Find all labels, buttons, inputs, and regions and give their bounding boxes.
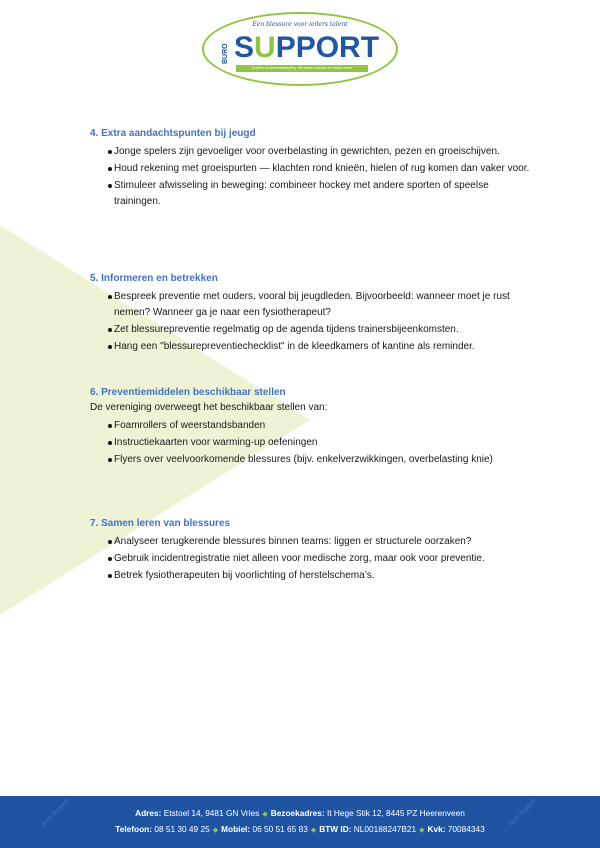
footer-mobile: 06 50 51 65 83 — [252, 824, 308, 834]
list-item: Bespreek preventie met ouders, vooral bij jeugdleden. Bijvoorbeeld: wanneer moet je rust nemen? Wanneer ga je naar een fysiotherapeut? — [90, 289, 530, 321]
bullet-icon — [108, 295, 112, 299]
watermark: Buro Support — [508, 798, 538, 828]
bullet-list — [90, 418, 530, 468]
diamond-icon: ◆ — [310, 827, 317, 834]
section-5 — [90, 272, 530, 356]
footer — [0, 796, 600, 848]
bullet-icon — [108, 184, 112, 188]
list-item: Stimuleer afwisseling in beweging: combineer hockey met andere sporten of speelse trainingen. — [90, 178, 530, 210]
footer-contact-line: Telefoon: 08 51 30 49 25 ◆ Mobiel: 06 50 51 65 83 ◆ BTW ID: NL00188247B21 ◆ Kvk: 70084343 — [115, 824, 485, 834]
section-heading: 5. Informeren en betrekken — [90, 273, 218, 284]
section-heading: 6. Preventiemiddelen beschikbaar stellen — [90, 387, 286, 398]
bullet-list — [90, 289, 530, 355]
list-item: Houd rekening met groeispurten — klachten rond knieën, hielen of rug komen dan vaker voor. — [90, 161, 530, 177]
bullet-icon — [108, 458, 112, 462]
watermark: Buro Support — [41, 798, 71, 828]
footer-btw: NL00188247B21 — [353, 824, 417, 834]
bullet-icon — [108, 150, 112, 154]
footer-visit-address: It Hege Stik 12, 8445 PZ Heerenveen — [326, 808, 465, 818]
section-heading: 7. Samen leren van blessures — [90, 518, 231, 529]
logo-bar: Experts in talentontwikkeling, die anders denken en anders doen — [236, 65, 368, 72]
logo-wordmark: SUPPORT — [234, 31, 380, 64]
bullet-icon — [108, 574, 112, 578]
list-item: Zet blessurepreventie regelmatig op de agenda tijdens trainersbijeenkomsten. — [90, 322, 530, 338]
section-heading: 4. Extra aandachtspunten bij jeugd — [90, 128, 256, 139]
footer-address: Etstoel 14, 9481 GN Vries — [163, 808, 260, 818]
bullet-icon — [108, 345, 112, 349]
footer-phone: 08 51 30 49 25 — [154, 824, 210, 834]
list-item: Hang een "blessurepreventiechecklist" in de kleedkamers of kantine als reminder. — [90, 339, 530, 355]
footer-address-line: Adres: Etstoel 14, 9481 GN Vries ◆ Bezoekadres: It Hege Stik 12, 8445 PZ Heerenveen — [135, 808, 465, 818]
section-7 — [90, 517, 530, 585]
list-item: Gebruik incidentregistratie niet alleen voor medische zorg, maar ook voor preventie. — [90, 551, 530, 567]
bullet-icon — [108, 557, 112, 561]
bullet-list — [90, 144, 530, 210]
list-item: Instructiekaarten voor warming-up oefeningen — [90, 435, 530, 451]
bullet-icon — [108, 540, 112, 544]
bullet-icon — [108, 441, 112, 445]
list-item: Betrek fysiotherapeuten bij voorlichting of herstelschema’s. — [90, 568, 530, 584]
bullet-icon — [108, 424, 112, 428]
footer-kvk: 70084343 — [447, 824, 485, 834]
diamond-icon: ◆ — [419, 827, 425, 834]
list-item: Flyers over veelvoorkomende blessures (bijv. enkelverzwikkingen, overbelasting knie) — [90, 452, 530, 468]
section-4 — [90, 127, 530, 211]
section-intro: De vereniging overweegt het beschikbaar stellen van: — [90, 402, 328, 413]
logo-tagline: Een blessure voor ieders talent — [252, 21, 348, 28]
bullet-icon — [108, 328, 112, 332]
section-6 — [90, 386, 530, 469]
list-item: Foamrollers of weerstandsbanden — [90, 418, 530, 434]
bullet-icon — [108, 167, 112, 171]
logo-buro: BURO — [222, 43, 229, 65]
diamond-icon: ◆ — [212, 827, 219, 834]
list-item: Analyseer terugkerende blessures binnen teams: liggen er structurele oorzaken? — [90, 534, 530, 550]
buro-support-logo — [202, 12, 398, 86]
diamond-icon: ◆ — [262, 811, 268, 818]
list-item: Jonge spelers zijn gevoeliger voor overbelasting in gewrichten, pezen en groeischijven. — [90, 144, 530, 160]
bullet-list — [90, 534, 530, 584]
